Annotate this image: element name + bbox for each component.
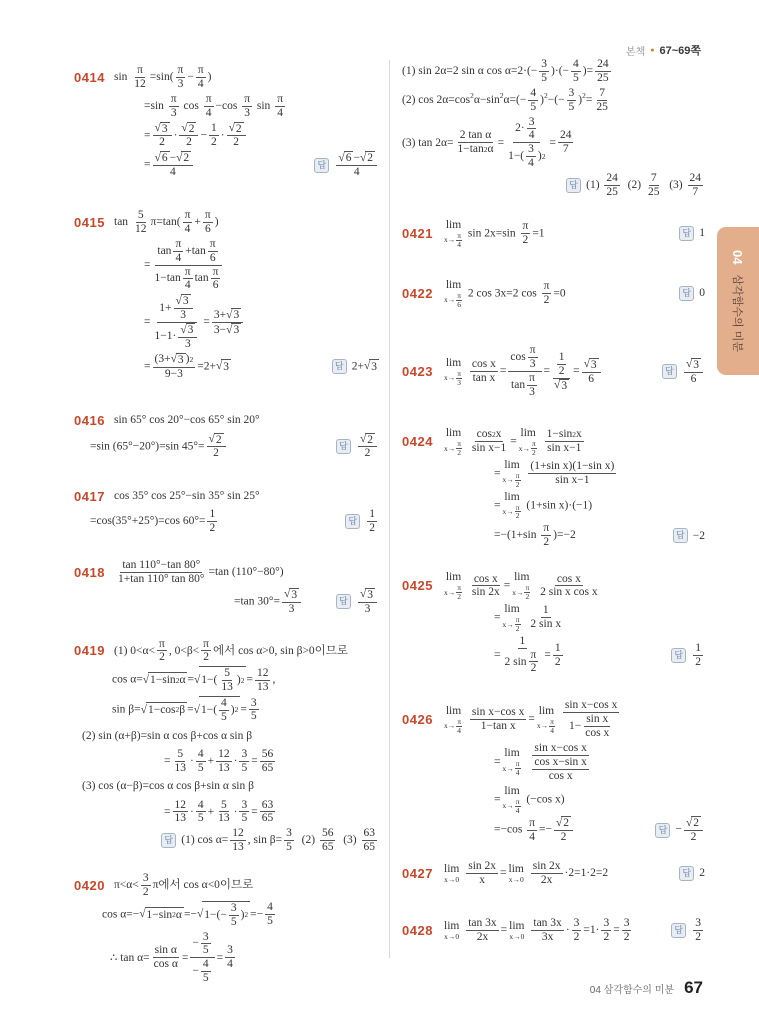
- math-expression: = 1 2 sin $\frac{\pi}{2}$ = $\frac{1}{2}$: [494, 634, 561, 675]
- math-line: [74, 353, 379, 381]
- problem-number: 0418: [74, 564, 105, 580]
- math-line: [74, 64, 379, 91]
- answer-value: (1) $\frac{24}{25}$ (2) $\frac{7}{25}$ (3) $\frac{24}{7}$: [586, 172, 701, 198]
- math-line: [402, 279, 705, 309]
- math-line: [74, 872, 379, 899]
- math-expression: = tan $\frac{\pi}{4}$ +tan $\frac{\pi}{6}$ 1−tan $\frac{\pi}{4}$ tan $\frac{\pi}{6}$: [144, 238, 226, 293]
- answer: [662, 358, 705, 386]
- math-line: [402, 459, 705, 489]
- answer-value: −2: [692, 529, 705, 542]
- math-line: [402, 116, 705, 171]
- math-line: [74, 666, 379, 694]
- answer-badge: 답: [161, 833, 176, 848]
- answer-value: √ 2 2: [356, 433, 379, 461]
- math-expression: =sin $\frac{\pi}{3}$ cos $\frac{\pi}{4}$ −cos $\frac{\pi}{3}$ sin $\frac{\pi}{4}$: [144, 92, 283, 119]
- math-expression: sin $\frac{\pi}{12}$ =sin( $\frac{\pi}{3}$ − $\frac{\pi}{4}$ ): [114, 64, 212, 90]
- column-right: [402, 56, 705, 946]
- math-line: [402, 603, 705, 633]
- math-expression: lim x→0 $\frac{\tan 3x}{2x}$ = lim x→0 $\frac{\tan 3x}{3x}$ · $\frac{3}{2}$ =1· $\frac{3}{2}$ = $\frac{3}{2}$: [444, 916, 630, 943]
- math-expression: sin β= √ 1−cos 2 β = √ 1−( $\frac{4}{5}$ ) 2 = $\frac{3}{5}$: [112, 696, 257, 723]
- math-line: [74, 559, 379, 586]
- book-label: 본책: [625, 46, 646, 58]
- math-expression: = √ 3 2 · √ 2 2 − $\frac{1}{2}$ · √ 2 2: [144, 122, 248, 150]
- math-line: [402, 87, 705, 114]
- math-expression: (1) 0<α< $\frac{\pi}{2}$ , 0<β< $\frac{\pi}{2}$ 에서 cos α>0, sin β>0이므로: [114, 637, 349, 664]
- math-line: [402, 699, 705, 740]
- math-line: [402, 571, 705, 601]
- math-line: [74, 122, 379, 150]
- answer-value: 0: [699, 287, 705, 300]
- chapter-title: 삼각함수의 미분: [731, 274, 743, 352]
- problem-number: 0420: [74, 877, 105, 893]
- problem-0421: [402, 219, 705, 249]
- page-range-label: 67~69쪽: [659, 45, 701, 57]
- problem-number: 0416: [74, 413, 105, 428]
- math-line: [74, 486, 379, 506]
- problem-0424: [402, 427, 705, 549]
- problem-number: 0428: [402, 922, 433, 938]
- footer-chapter-label: 04 삼각함수의 미분: [589, 985, 675, 996]
- math-line: [74, 433, 379, 461]
- answer: [161, 827, 379, 854]
- math-expression: $\frac{\tan 110^\circ-\tan 80^\circ}{1+\tan 110^\circ \tan 80^\circ}$ =tan (110°−80°): [118, 559, 284, 585]
- answer: [671, 642, 705, 669]
- math-expression: (3) cos (α−β)=cos α cos β+sin α sin β: [82, 780, 254, 793]
- problem-number: 0425: [402, 578, 433, 594]
- math-line: [402, 860, 705, 887]
- answer-badge: 답: [671, 648, 686, 663]
- math-line: [74, 901, 379, 929]
- math-expression: = $\frac{12}{13}$ · $\frac{4}{5}$ + $\frac{5}{13}$ · $\frac{3}{5}$ = $\frac{63}{65}$: [164, 798, 274, 825]
- answer: [332, 359, 379, 374]
- problem-number: 0422: [402, 285, 433, 301]
- math-expression: lim x→ $\frac{\pi}{6}$ 2 cos 3x=2 cos $\frac{\pi}{2}$ =0: [444, 278, 566, 309]
- math-line: [74, 827, 379, 854]
- math-expression: cos α=− √ 1−sin 2 α =− √ 1−(− $\frac{3}{5}$ ) 2 =− $\frac{4}{5}$: [102, 901, 273, 928]
- problem-continuation: [402, 58, 705, 199]
- column-left: [74, 62, 379, 987]
- problem-number: 0421: [402, 226, 433, 242]
- math-expression: = (3+ √ 3 ) 2 9−3 =2+ √ 3: [144, 353, 230, 380]
- chapter-number: 04: [730, 250, 746, 265]
- math-expression: = lim x→ $\frac{\pi}{4}$ $\frac{\text{sin x−cos x}}{\frac{\text{cos x−sin x}}{\text{cos x}}}$: [494, 741, 587, 782]
- math-line: [402, 917, 705, 944]
- math-line: [74, 931, 379, 986]
- math-line: [402, 172, 705, 199]
- math-line: [74, 508, 379, 535]
- math-expression: tan $\frac{5}{12}$ π=tan( $\frac{\pi}{4}$ + $\frac{\pi}{6}$ ): [114, 209, 219, 235]
- math-expression: lim x→ $\frac{\pi}{3}$ $\frac{\text{cos x}}{\text{tan x}}$ = cos $\frac{\pi}{3}$ tan $\frac{\pi}{3}$ = $\frac{1}{2}$ √ 3 = √ 3 6: [442, 344, 603, 399]
- math-line: [74, 209, 379, 236]
- math-line: [74, 748, 379, 775]
- problem-0414: [74, 64, 379, 179]
- math-expression: = lim x→ $\frac{\pi}{4}$ (−cos x): [494, 784, 565, 815]
- math-expression: ∴ tan α= $\frac{\text{sin α}}{\text{cos α}}$ = − $\frac{3}{5}$ − $\frac{4}{5}$ = $\frac{3}{4}$: [110, 930, 233, 985]
- answer-value: $\frac{1}{2}$: [695, 641, 701, 668]
- math-line: [402, 491, 705, 521]
- problem-number: 0423: [402, 364, 433, 380]
- answer: [679, 866, 705, 881]
- math-line: [74, 799, 379, 826]
- math-expression: (1) sin 2α=2 sin α cos α=2·(− $\frac{3}{5}$ )·(− $\frac{4}{5}$ )= $\frac{24}{25}$: [402, 58, 609, 84]
- math-line: [74, 93, 379, 120]
- math-expression: = lim x→ $\frac{\pi}{2}$ (1+sin x)·(−1): [494, 490, 593, 521]
- answer-value: $\frac{1}{2}$: [369, 508, 375, 535]
- answer-badge: 답: [336, 594, 351, 609]
- answer-value: − √ 2 2: [675, 816, 705, 844]
- math-expression: cos 35° cos 25°−sin 35° sin 25°: [114, 490, 260, 503]
- math-line: [402, 58, 705, 85]
- answer-badge: 답: [679, 866, 694, 881]
- math-line: [402, 344, 705, 399]
- math-expression: =−(1+sin $\frac{\pi}{2}$ )=−2: [494, 522, 576, 549]
- answer-value: 2: [699, 867, 705, 880]
- math-expression: = $\frac{5}{13}$ · $\frac{4}{5}$ + $\frac{12}{13}$ · $\frac{3}{5}$ = $\frac{56}{65}$: [164, 747, 274, 774]
- answer: [671, 917, 705, 944]
- answer-value: (1) cos α= $\frac{12}{13}$ , sin β= $\frac{3}{5}$ (2) $\frac{56}{65}$ (3) $\frac{63}{65}$: [181, 827, 375, 854]
- math-expression: =−cos $\frac{\pi}{4}$ =− √ 2 2: [494, 816, 575, 844]
- math-line: [74, 638, 379, 665]
- problem-0428: [402, 917, 705, 944]
- answer: [336, 433, 379, 461]
- math-line: [402, 219, 705, 249]
- answer-badge: 답: [662, 364, 677, 379]
- math-line: [402, 427, 705, 457]
- math-expression: lim x→0 $\frac{\sin 2x}{x}$ = lim x→0 $\frac{\sin 2x}{2x}$ ·2=1·2=2: [444, 860, 609, 886]
- answer-badge: 답: [314, 158, 329, 173]
- math-expression: = lim x→ $\frac{\pi}{2}$ $\frac{\text{(1+sin x)(1−sin x)}}{\text{sin x−1}}$: [494, 458, 615, 489]
- problem-0418: [74, 559, 379, 616]
- answer-badge: 답: [671, 923, 686, 938]
- math-line: [74, 696, 379, 724]
- math-line: [74, 411, 379, 431]
- answer: [566, 172, 705, 199]
- answer-value: √ 3 3: [356, 588, 379, 616]
- answer: [345, 508, 379, 535]
- answer: [336, 588, 379, 616]
- math-line: [74, 777, 379, 797]
- answer-badge: 답: [332, 359, 347, 374]
- problem-number: 0419: [74, 643, 105, 659]
- answer-badge: 답: [679, 286, 694, 301]
- math-line: [402, 785, 705, 815]
- problem-number: 0414: [74, 69, 105, 85]
- answer-value: $\frac{3}{2}$: [695, 916, 701, 943]
- math-line: [74, 238, 379, 293]
- math-expression: =cos(35°+25°)=cos 60°= $\frac{1}{2}$: [90, 508, 216, 535]
- answer-value: √ 6 − √ 2 4: [334, 151, 379, 179]
- math-line: [402, 742, 705, 783]
- answer-badge: 답: [673, 528, 688, 543]
- problem-0423: [402, 344, 705, 399]
- chapter-side-tab-content: [730, 250, 746, 352]
- math-line: [402, 522, 705, 549]
- answer-badge: 답: [566, 178, 581, 193]
- math-expression: = lim x→ $\frac{\pi}{2}$ $\frac{1}{\text{2 sin x}}$: [494, 602, 562, 633]
- math-line: [402, 635, 705, 676]
- problem-number: 0424: [402, 434, 433, 450]
- problem-0420: [74, 872, 379, 985]
- problem-0427: [402, 860, 705, 887]
- math-line: [74, 726, 379, 746]
- answer: [679, 286, 705, 301]
- answer: [673, 528, 705, 543]
- problem-0419: [74, 638, 379, 855]
- page-number: 67: [684, 978, 703, 997]
- orange-dot-icon: ●: [650, 46, 655, 54]
- answer-badge: 답: [336, 439, 351, 454]
- math-line: [402, 816, 705, 844]
- math-expression: sin 65° cos 20°−cos 65° sin 20°: [114, 414, 260, 427]
- math-line: [74, 588, 379, 616]
- problem-0425: [402, 571, 705, 675]
- answer-badge: 답: [655, 823, 670, 838]
- math-expression: lim x→ $\frac{\pi}{4}$ sin 2x=sin $\frac{\pi}{2}$ =1: [444, 218, 545, 249]
- problem-0422: [402, 279, 705, 309]
- math-expression: lim x→ $\frac{\pi}{4}$ $\frac{\text{sin x−cos x}}{\text{1−tan x}}$ = lim x→ $\frac{\pi}{4}$ sin x−cos x 1− $\frac{\text{sin x}}{\text{cos x}}$: [444, 699, 618, 740]
- math-expression: =tan 30°= √ 3 3: [234, 588, 303, 616]
- math-expression: = √ 6 − √ 2 4: [144, 151, 195, 179]
- answer-value: 2+ √ 3: [351, 360, 377, 373]
- column-divider: [389, 60, 390, 958]
- math-expression: (2) sin (α+β)=sin α cos β+cos α sin β: [82, 729, 253, 742]
- answer: [679, 226, 705, 241]
- answer: [314, 151, 379, 179]
- page-footer: [590, 978, 703, 998]
- problem-number: 0426: [402, 712, 433, 728]
- problem-0426: [402, 699, 705, 844]
- answer: [655, 816, 705, 844]
- math-expression: π<α< $\frac{3}{2}$ π에서 cos α<0이므로: [114, 872, 254, 898]
- problem-number: 0417: [74, 488, 105, 504]
- problem-0416: [74, 411, 379, 461]
- problem-number: 0415: [74, 214, 105, 230]
- answer-badge: 답: [345, 514, 360, 529]
- answer-value: 1: [699, 227, 705, 240]
- answer-badge: 답: [679, 226, 694, 241]
- math-line: [74, 294, 379, 351]
- math-line: [74, 151, 379, 179]
- math-expression: =sin (65°−20°)=sin 45°= √ 2 2: [90, 433, 228, 461]
- problem-0417: [74, 486, 379, 535]
- answer-value: √ 3 6: [682, 358, 705, 386]
- problem-0415: [74, 209, 379, 381]
- problem-number: 0427: [402, 866, 433, 881]
- math-expression: lim x→ $\frac{\pi}{2}$ cos 2 x sin x−1 = lim x→ $\frac{\pi}{2}$ 1−sin 2 x sin x−1: [444, 426, 582, 457]
- math-expression: = 1+ √ 3 3 1−1· √ 3 3 = 3+ √ 3 3− √ 3: [144, 294, 245, 351]
- math-expression: (2) $\cos 2\alpha=\cos^2\alpha-\sin^2\alpha=(-$ $\frac{4}{5}$ )$^2$−(− $\frac{3}{5}$ )$^2$= $\frac{7}{25}$: [402, 86, 608, 113]
- chapter-side-tab: [717, 227, 759, 375]
- math-expression: lim x→ $\frac{\pi}{2}$ $\frac{\text{cos x}}{\sin 2x}$ = lim x→ $\frac{\pi}{2}$ $\frac{\text{cos x}}{\text{2 sin x cos x}}$: [444, 571, 598, 601]
- math-expression: cos α= √ 1−sin 2 α = √ 1−( $\frac{5}{13}$ ) 2 = $\frac{12}{13}$ ,: [112, 666, 276, 694]
- math-expression: (3) tan 2α= 2 tan α 1−tan 2 α = 2· $\frac{3}{4}$ 1−( $\frac{3}{4}$ ) 2 = $\frac{24}{7}$: [402, 115, 572, 170]
